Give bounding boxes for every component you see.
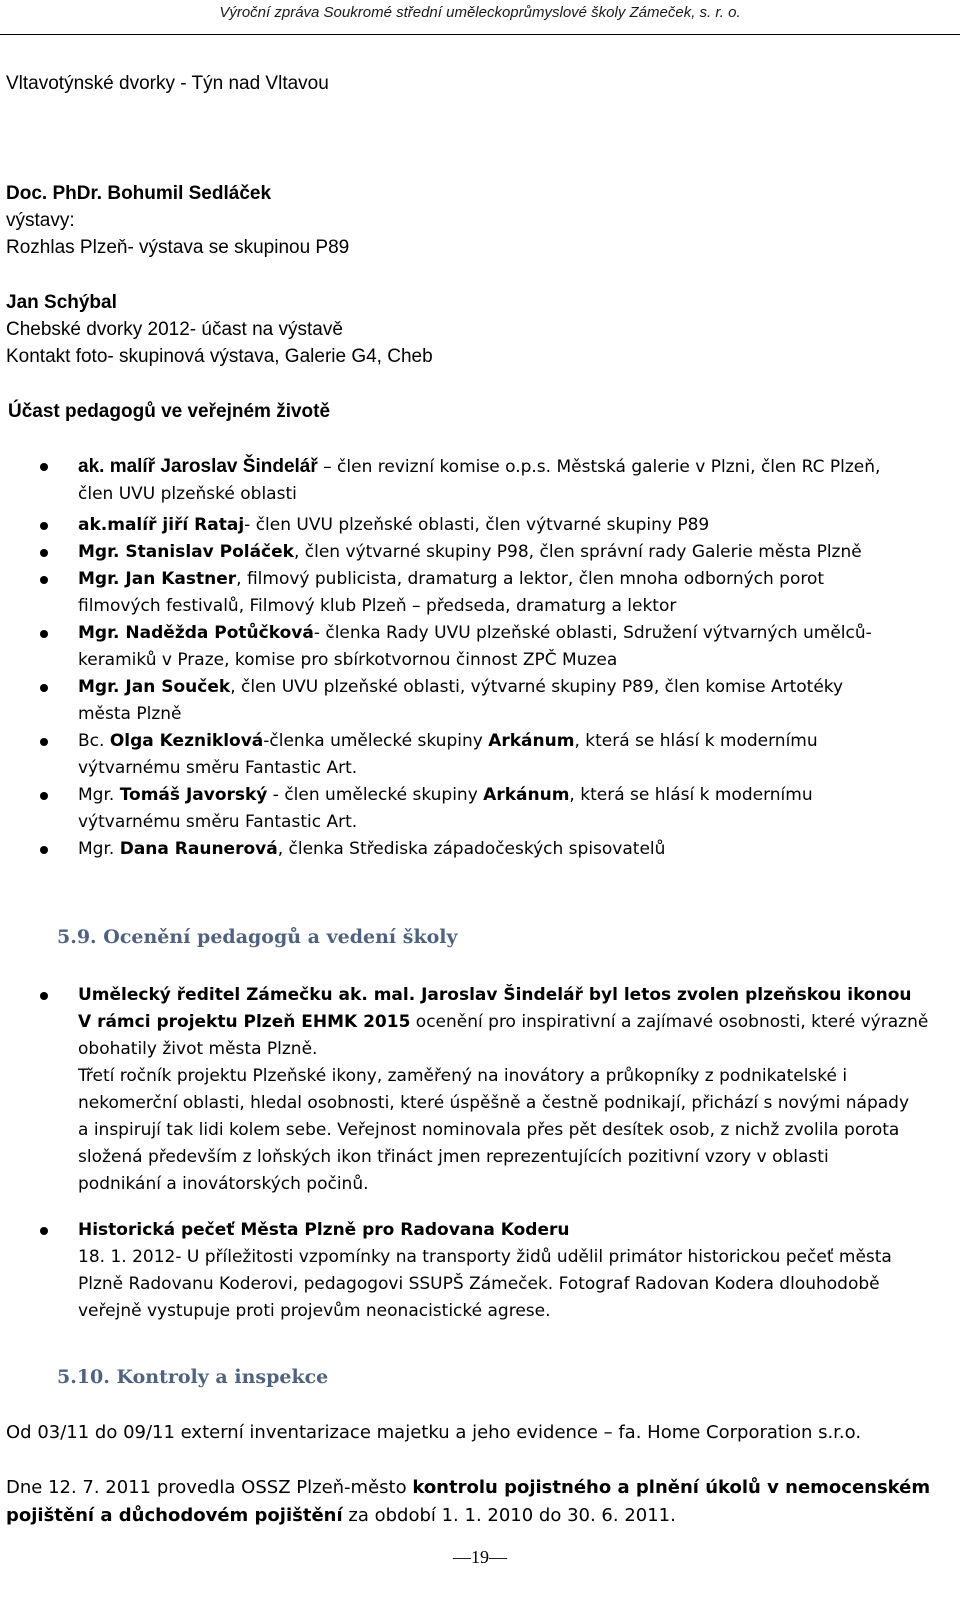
- award-2-line: Plzně Radovanu Koderovi, pedagogovi SSUPŠ Zámeček. Fotograf Radovan Kodera dlouhodobě: [78, 1274, 880, 1294]
- item-text-cont: města Plzně: [78, 704, 182, 724]
- item-group: Arkánum: [488, 731, 575, 751]
- list-item: [0, 539, 938, 566]
- schybal-block: [6, 289, 433, 370]
- item-text: – člen revizní komise o.p.s. Městská galerie v Plzni, člen RC Plzeň,: [317, 457, 881, 477]
- item-text: , filmový publicista, dramaturg a lektor, člen mnoha odborných porot: [236, 569, 825, 589]
- item-name: Tomáš Javorský: [119, 785, 268, 805]
- item-text-cont: člen UVU plzeňské oblasti: [78, 484, 297, 504]
- list-item: [0, 982, 938, 1198]
- header-title: Výroční zpráva Soukromé střední uměleckoprůmyslové školy Zámeček, s. r. o.: [219, 4, 741, 21]
- public-life-list: [0, 453, 938, 508]
- item-name: Mgr. Stanislav Poláček: [78, 542, 294, 562]
- item-text: -členka umělecké skupiny: [263, 731, 489, 751]
- award-1-line: nekomerční oblasti, hledal osobnosti, které úspěšně a čestně podnikají, přichází s novými nápady: [78, 1093, 910, 1113]
- inspection-subject: kontrolu pojistného a plnění úkolů v nemocenském: [412, 1477, 931, 1498]
- inspection-period: za období 1. 1. 2010 do 30. 6. 2011.: [342, 1505, 676, 1526]
- award-1-line: podnikání a inovátorských počinů.: [78, 1174, 369, 1194]
- page-number: —19—: [453, 1547, 507, 1567]
- section-public-title: Účast pedagogů ve veřejném životě: [8, 401, 331, 422]
- awards-list: [0, 982, 938, 1198]
- list-item: [0, 512, 938, 539]
- item-name: Mgr. Jan Souček: [78, 677, 231, 697]
- list-item: [0, 836, 938, 863]
- inspection-text: Dne 12. 7. 2011 provedla OSSZ Plzeň-město: [6, 1477, 413, 1498]
- award-1-line: Třetí ročník projektu Plzeňské ikony, zaměřený na inovátory a průkopníky z podnikatelské i: [78, 1066, 848, 1086]
- sedlacek-item: Rozhlas Plzeň- výstava se skupinou P89: [6, 237, 350, 258]
- award-1-line: složená především z loňských ikon třináct jmen reprezentujících pozitivní vzory v oblasti: [78, 1147, 829, 1167]
- item-name: Olga Kezniklová: [109, 731, 264, 751]
- list-item: [0, 728, 938, 782]
- schybal-item-1: Chebské dvorky 2012- účast na výstavě: [6, 319, 343, 340]
- list-item: [0, 453, 938, 508]
- item-name: ak.malíř jiří Rataj: [78, 515, 245, 535]
- schybal-item-2: Kontakt foto- skupinová výstava, Galerie G4, Cheb: [6, 346, 433, 367]
- item-text-2: , která se hlásí k modernímu: [569, 785, 813, 805]
- item-name: ak. malíř Jaroslav Šindelář: [78, 456, 318, 477]
- award-2-line: 18. 1. 2012- U příležitosti vzpomínky na transporty židů udělil primátor historickou pečeť města: [78, 1247, 892, 1267]
- sedlacek-label: výstavy:: [6, 210, 75, 231]
- item-name: Dana Raunerová: [119, 839, 278, 859]
- list-item: [0, 782, 938, 836]
- award-2-line: veřejně vystupuje proti projevům neonacistické agrese.: [78, 1301, 551, 1321]
- list-item: [0, 674, 938, 728]
- award-2-title: Historická pečeť Města Plzně pro Radovana Koderu: [78, 1220, 570, 1240]
- item-text: - členka Rady UVU plzeňské oblasti, Sdružení výtvarných umělců-: [313, 623, 872, 643]
- inspection-paragraph-2: [6, 1474, 930, 1530]
- sedlacek-block: [6, 180, 349, 261]
- list-item: [0, 620, 938, 674]
- item-prefix: Mgr.: [78, 839, 120, 859]
- inspection-subject-cont: pojištění a důchodovém pojištění: [6, 1505, 343, 1526]
- item-text: , člen UVU plzeňské oblasti, výtvarné skupiny P89, člen komise Artotéky: [230, 677, 844, 697]
- item-prefix: Bc.: [78, 731, 110, 751]
- awards-list-2: [0, 1217, 938, 1325]
- item-text-cont: výtvarnému směru Fantastic Art.: [78, 812, 358, 832]
- item-text: , členka Střediska západočeských spisovatelů: [277, 839, 666, 859]
- item-text-cont: keramiků v Praze, komise pro sbírkotvornou činnost ZPČ Muzea: [78, 650, 618, 670]
- award-1-line: a inspirují tak lidi kolem sebe. Veřejnost nominovala přes pět desítek osob, z nichž zvolila porota: [78, 1120, 900, 1140]
- item-text-2: , která se hlásí k modernímu: [574, 731, 818, 751]
- sedlacek-name: Doc. PhDr. Bohumil Sedláček: [6, 183, 272, 204]
- item-text-cont: filmových festivalů, Filmový klub Plzeň – předseda, dramaturg a lektor: [78, 596, 677, 616]
- intro-line: Vltavotýnské dvorky - Týn nad Vltavou: [6, 73, 329, 94]
- award-1-title: Umělecký ředitel Zámečku ak. mal. Jaroslav Šindelář byl letos zvolen plzeňskou ikonou: [78, 985, 912, 1005]
- award-1-line: obohatily život města Plzně.: [78, 1039, 318, 1059]
- item-group: Arkánum: [483, 785, 570, 805]
- item-name: Mgr. Jan Kastner: [78, 569, 237, 589]
- item-text: - člen umělecké skupiny: [267, 785, 484, 805]
- section-5-9-heading: 5.9. Ocenění pedagogů a vedení školy: [57, 926, 458, 948]
- award-1-text: ocenění pro inspirativní a zajímavé osobnosti, které výrazně: [410, 1012, 929, 1032]
- public-life-list-cont: [0, 512, 938, 863]
- item-name: Mgr. Naděžda Potůčková: [78, 623, 314, 643]
- list-item: [0, 566, 938, 620]
- schybal-name: Jan Schýbal: [6, 292, 117, 313]
- award-1-project: V rámci projektu Plzeň EHMK 2015: [78, 1012, 411, 1032]
- page-header: [0, 0, 960, 35]
- item-prefix: Mgr.: [78, 785, 120, 805]
- item-text-cont: výtvarnému směru Fantastic Art.: [78, 758, 358, 778]
- item-text: , člen výtvarné skupiny P98, člen správní rady Galerie města Plzně: [293, 542, 862, 562]
- section-5-10-heading: 5.10. Kontroly a inspekce: [57, 1366, 329, 1388]
- list-item: [0, 1217, 938, 1325]
- inspection-paragraph-1: Od 03/11 do 09/11 externí inventarizace majetku a jeho evidence – fa. Home Corporation s.r.o.: [6, 1422, 862, 1443]
- item-text: - člen UVU plzeňské oblasti, člen výtvarné skupiny P89: [244, 515, 710, 535]
